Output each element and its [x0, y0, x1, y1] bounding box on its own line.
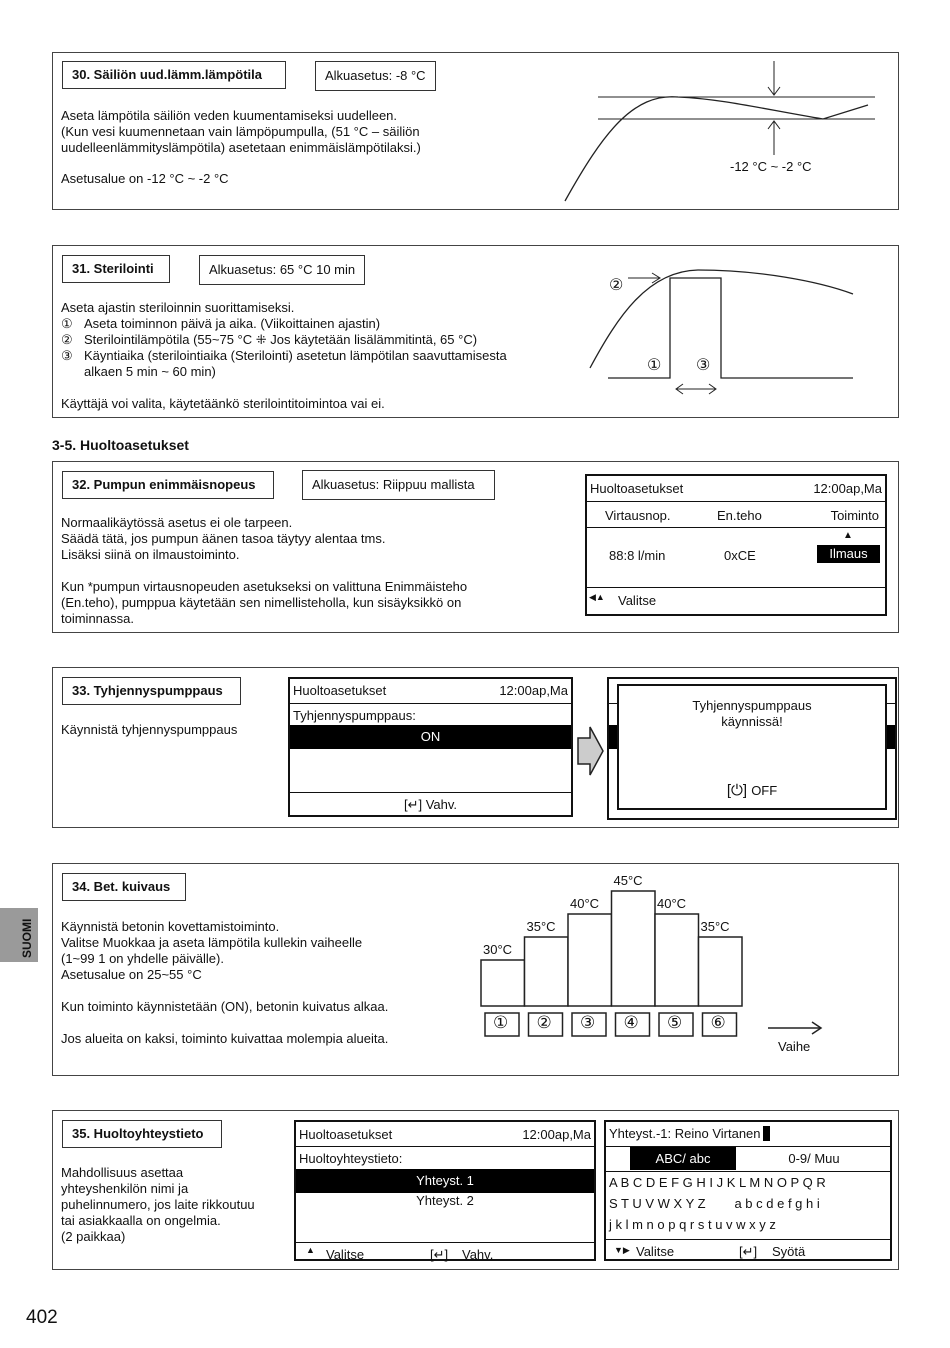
tab-uppercase-lowercase[interactable]: ABC/ abc: [630, 1147, 736, 1170]
step-text: Aseta toiminnon päivä ja aika. (Viikoittainen ajastin): [84, 316, 381, 331]
section-30: [52, 52, 899, 210]
lcd-title: Huoltoasetukset: [299, 1127, 393, 1142]
bar-stage-6: [699, 937, 743, 1006]
lcd-time: 12:00ap,Ma: [813, 481, 882, 496]
step-num: ①: [61, 316, 73, 331]
keyboard-row[interactable]: A B C D E F G H I J K L M N O P Q R: [609, 1175, 826, 1190]
section-title: 30. Säiliön uud.lämm.lämpötila: [62, 61, 286, 89]
keyboard-row[interactable]: S T U V W X Y Z a b c d e f g h i: [609, 1196, 820, 1211]
section-35: [52, 1110, 899, 1270]
column-header: Virtausnop.: [605, 508, 671, 523]
section-33: [52, 667, 899, 828]
column-header: En.teho: [717, 508, 762, 523]
section-heading: 3-5. Huoltoasetukset: [52, 437, 189, 453]
description: Käynnistä tyhjennyspumppaus: [61, 722, 238, 737]
step-num: ②: [61, 332, 73, 347]
bar-stage-3: [568, 914, 612, 1006]
footer-text: Käyttäjä voi valita, käytetäänkö sterilointitoimintoa vai ei.: [61, 396, 385, 411]
drying-stage-chart: [53, 864, 898, 1074]
stage-number: ③: [580, 1013, 596, 1032]
description: Aseta lämpötila säiliön veden kuumentamiseksi uudelleen. (Kun vesi kuumennetaan vain lämpöpumpulla, (51 °C – säiliön uudelleenlämmityslämpötila) asetetaan enimmäislämpötilaksi.): [61, 108, 421, 155]
section-title: 31. Sterilointi: [62, 255, 170, 283]
bar-stage-4: [612, 891, 656, 1006]
section-title: 34. Bet. kuivaus: [62, 873, 186, 901]
language-label: SUOMI: [20, 918, 34, 958]
lcd-footer-select: Valitse: [326, 1247, 365, 1262]
bar-value-label: 40°C: [657, 896, 687, 911]
popup-lcd-screen: [607, 677, 897, 820]
bleed-option[interactable]: Ilmaus: [817, 545, 880, 563]
x-axis-label: Vaihe: [778, 1039, 811, 1054]
temperature-curve-diagram: [563, 53, 893, 203]
contact-lcd-screen: [294, 1120, 596, 1261]
left-up-arrow-icon: ◀▲: [589, 592, 605, 602]
default-value: Alkuasetus: Riippuu mallista: [302, 470, 495, 500]
bar-value-label: 45°C: [613, 873, 643, 888]
lcd-label: Tyhjennyspumppaus:: [293, 708, 416, 723]
tab-numbers-other[interactable]: 0-9/ Muu: [788, 1151, 840, 1166]
popup-message: Tyhjennyspumppaus käynnissä!: [692, 698, 812, 729]
bar-stage-5: [655, 914, 699, 1006]
section-title: 32. Pumpun enimmäisnopeus: [62, 471, 274, 499]
up-arrow-icon: ▲: [843, 530, 853, 541]
contact-name-field[interactable]: Yhteyst.-1: Reino Virtanen: [609, 1126, 761, 1141]
step-num: ③: [61, 348, 73, 363]
up-arrow-icon: ▲: [306, 1245, 315, 1255]
flow-value: 88:8 l/min: [609, 548, 666, 563]
stage-number: ②: [536, 1013, 552, 1032]
description: Käynnistä betonin kovettamistoiminto. Valitse Muokkaa ja aseta lämpötila kullekin vaiheelle (1~99 1 on yhdelle päivälle). Asetusalue on 25~55 °C Kun toiminto käynnistetään (ON), betonin kuivatus alkaa. Jos alueita on kaksi, toiminto kuivattaa molempia alueita.: [61, 919, 389, 1046]
enter-icon: [↵]: [403, 797, 426, 812]
pump-lcd-screen: [585, 474, 887, 616]
diagram-label: -12 °C ~ -2 °C: [730, 159, 812, 174]
bar-value-label: 35°C: [700, 919, 730, 934]
section-31: [52, 245, 899, 418]
arrow-right-icon: [768, 1021, 828, 1035]
stage-number: ⑥: [710, 1013, 726, 1032]
bar-value-label: 35°C: [526, 919, 556, 934]
description: Normaalikäytössä asetus ei ole tarpeen. Säädä tätä, jos pumpun äänen tasoa täytyy alentaa tms. Lisäksi siinä on ilmaustoiminto. Kun *pumpun virtausnopeuden asetukseksi on valittuna Enimmäisteho (En.teho), pumppua käytetään sen nimellisteholla, kun sisäyksikkö on toiminnassa.: [61, 515, 468, 626]
step-text: Käyntiaika (sterilointiaika (Sterilointi) asetetun lämpötilan saavuttamisesta alkaen 5 min ~ 60 min): [84, 348, 507, 379]
lcd-time: 12:00ap,Ma: [499, 683, 568, 698]
arrow-right-icon: [576, 725, 606, 777]
enter-icon: [↵]: [430, 1247, 449, 1262]
keyboard-lcd-screen: [604, 1120, 892, 1261]
description: Mahdollisuus asettaa yhteyshenkilön nimi ja puhelinnumero, jos laite rikkoutuu tai asiakkaalla on ongelmia. (2 paikkaa): [61, 1165, 255, 1244]
on-option[interactable]: ON: [290, 725, 571, 749]
bar-value-label: 30°C: [483, 942, 513, 957]
power-icon[interactable]: [⏻]: [726, 782, 752, 799]
stage-number: ⑤: [667, 1013, 683, 1032]
power-value: 0xCE: [724, 548, 756, 563]
lcd-footer: Valitse: [618, 593, 657, 608]
section-32: [52, 461, 899, 633]
lcd-footer-enter: Syötä: [772, 1244, 806, 1259]
section-title: 35. Huoltoyhteystieto: [62, 1120, 222, 1148]
page-number: 402: [26, 1307, 58, 1328]
bar-stage-1: [481, 960, 525, 1006]
step-text: Sterilointilämpötila (55~75 °C ⁜ Jos käytetään lisälämmitintä, 65 °C): [84, 332, 478, 347]
default-value: Alkuasetus: 65 °C 10 min: [199, 255, 365, 285]
lcd-footer-confirm: Vahv.: [462, 1247, 494, 1262]
text-cursor: [763, 1126, 770, 1141]
lcd-title: Huoltoasetukset: [293, 683, 387, 698]
drain-lcd-screen: [288, 677, 573, 817]
off-label: OFF: [751, 783, 778, 798]
lcd-footer: Vahv.: [425, 797, 458, 812]
lcd-label: Huoltoyhteystieto:: [299, 1151, 403, 1166]
bar-stage-2: [525, 937, 569, 1006]
mark-2: ②: [609, 277, 624, 294]
sterilization-diagram: [588, 256, 888, 396]
section-title: 33. Tyhjennyspumppaus: [62, 677, 241, 705]
stage-number: ①: [493, 1013, 509, 1032]
intro: Aseta ajastin steriloinnin suorittamiseksi.: [61, 300, 295, 315]
section-34: [52, 863, 899, 1076]
range-text: Asetusalue on -12 °C ~ -2 °C: [61, 171, 229, 186]
lcd-title: Huoltoasetukset: [590, 481, 684, 496]
contact-2-option[interactable]: Yhteyst. 2: [296, 1193, 594, 1243]
mark-1: ①: [647, 357, 662, 374]
stage-number: ④: [623, 1013, 639, 1032]
contact-1-option[interactable]: Yhteyst. 1: [296, 1169, 594, 1193]
column-header: Toiminto: [830, 508, 879, 523]
default-value: Alkuasetus: -8 °C: [315, 61, 436, 91]
enter-icon: [↵]: [739, 1244, 758, 1259]
mark-3: ③: [696, 357, 711, 374]
bar-value-label: 40°C: [570, 896, 600, 911]
lcd-footer-select: Valitse: [636, 1244, 675, 1259]
down-right-arrow-icon: ▼▶: [614, 1245, 630, 1255]
keyboard-row[interactable]: j k l m n o p q r s t u v w x y z: [609, 1217, 776, 1232]
lcd-time: 12:00ap,Ma: [522, 1127, 591, 1142]
